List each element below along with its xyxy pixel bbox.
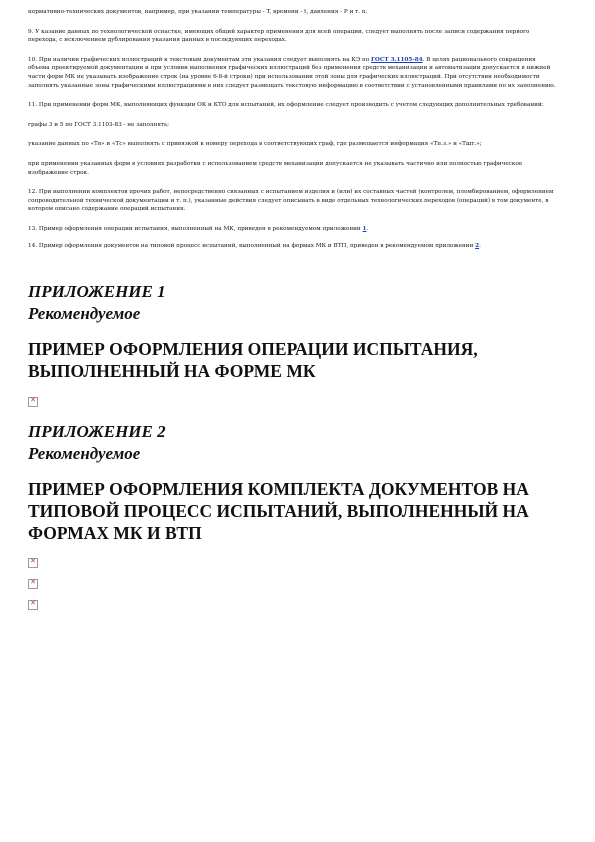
appendix-1-title: ПРИМЕР ОФОРМЛЕНИЯ ОПЕРАЦИИ ИСПЫТАНИЯ, ВЫПОЛНЕННЫЙ НА ФОРМЕ МК (28, 339, 478, 382)
paragraph-14 (28, 242, 556, 251)
appendix-2-heading: ПРИЛОЖЕНИЕ 2 (28, 422, 166, 442)
paragraph-11: 11. При применении форм МК, выполняющих функции ОК и КТО для испытаний, их оформление следует производить с учетом следующих дополнительных требований: (28, 102, 544, 109)
paragraph-10-text-a: 10. При наличии графических иллюстраций к текстовым документам эти указания следует выполнять на КЭ по (28, 56, 371, 63)
appendix-1-heading: ПРИЛОЖЕНИЕ 1 (28, 282, 166, 302)
gost-3-1105-84-link[interactable]: ГОСТ 3.1105-84 (371, 56, 423, 63)
paragraph-13 (28, 225, 556, 234)
broken-image-icon (28, 579, 38, 589)
broken-image-icon (28, 600, 38, 610)
paragraph-11-item-b: указание данных по «Тв» и «Тс» выполнять с привязкой к номеру перехода в соответствующих граф, где размещается информация «Тп.з.» и «Тшт.»; (28, 141, 482, 148)
appendix-2-subheading: Рекомендуемое (28, 444, 141, 464)
paragraph-9: 9. У казание данных по технологической оснастке, имеющих общий характер применения для всей операции, следует выполнять после записи содержания первого перехода, с исключением дублирования указания данных в последующих переходах. (28, 28, 530, 44)
appendix-2 (28, 421, 556, 610)
appendix-1-subheading: Рекомендуемое (28, 304, 141, 324)
broken-image-icon (28, 397, 38, 407)
appendix-1-link[interactable]: 1 (362, 225, 367, 232)
paragraph-13-text-b: . (366, 225, 369, 232)
paragraph-10-text-b: . В целях рационального сокращения объема проектируемой документации и при условии выполнения графических иллюстраций без применения средств механизации и автоматизации допускается в нижней части форм МК не указывать изображение строк (на уровне 6-8-й строки) при использовании этой зоны для графических иллюстраций. При отсутствии необходимости заполнять указанные зоны графическими иллюстрациями в них следует размещать текстовую информацию в соответствии с установленными правилами по их заполнению. (28, 56, 556, 89)
paragraph-14-text-a: 14. Пример оформления документов на типовой процесс испытаний, выполненный на формах МК и ВТП, приведен в рекомендуемом приложении (28, 242, 476, 249)
paragraph-13-text-a: 13. Пример оформления операции испытания, выполненный на МК, приведен в рекомендуемом приложении (28, 225, 363, 232)
broken-image-icon (28, 558, 38, 568)
paragraph-11-item-c: при применении указанных форм в условиях разработки с использованием средств механизации допускается не указывать частично или полностью графическое изображение строк. (28, 160, 523, 176)
paragraph-14-text-b: . (479, 242, 481, 249)
appendix-2-title: ПРИМЕР ОФОРМЛЕНИЯ КОМПЛЕКТА ДОКУМЕНТОВ НА ТИПОВОЙ ПРОЦЕСС ИСПЫТАНИЙ, ВЫПОЛНЕННЫЙ НА ФОРМАХ МК И ВТП (28, 479, 529, 544)
document-page (28, 8, 556, 610)
appendix-1 (28, 281, 556, 407)
paragraph-12: 12. При выполнении комплектов прочих работ, непосредственно связанных с испытанием изделия и (или) их составных частей (контролем, пломбированием, оформлением сопроводительной технической документации и т. п.), указанные действия следует описывать в виде отдельных технологических переходов (операций) в том документе, в котором описано содержание операций испытания. (28, 189, 554, 213)
paragraph-continuation: нормативно-технических документов, например, при указании температуры - T, времени - t, давления - P и т. п. (28, 9, 368, 15)
paragraph-10 (28, 56, 556, 90)
paragraph-11-item-a: графы 3 и 5 по ГОСТ 3.1103-83 - не заполнять; (28, 121, 170, 128)
appendix-2-link[interactable]: 2 (475, 242, 480, 249)
